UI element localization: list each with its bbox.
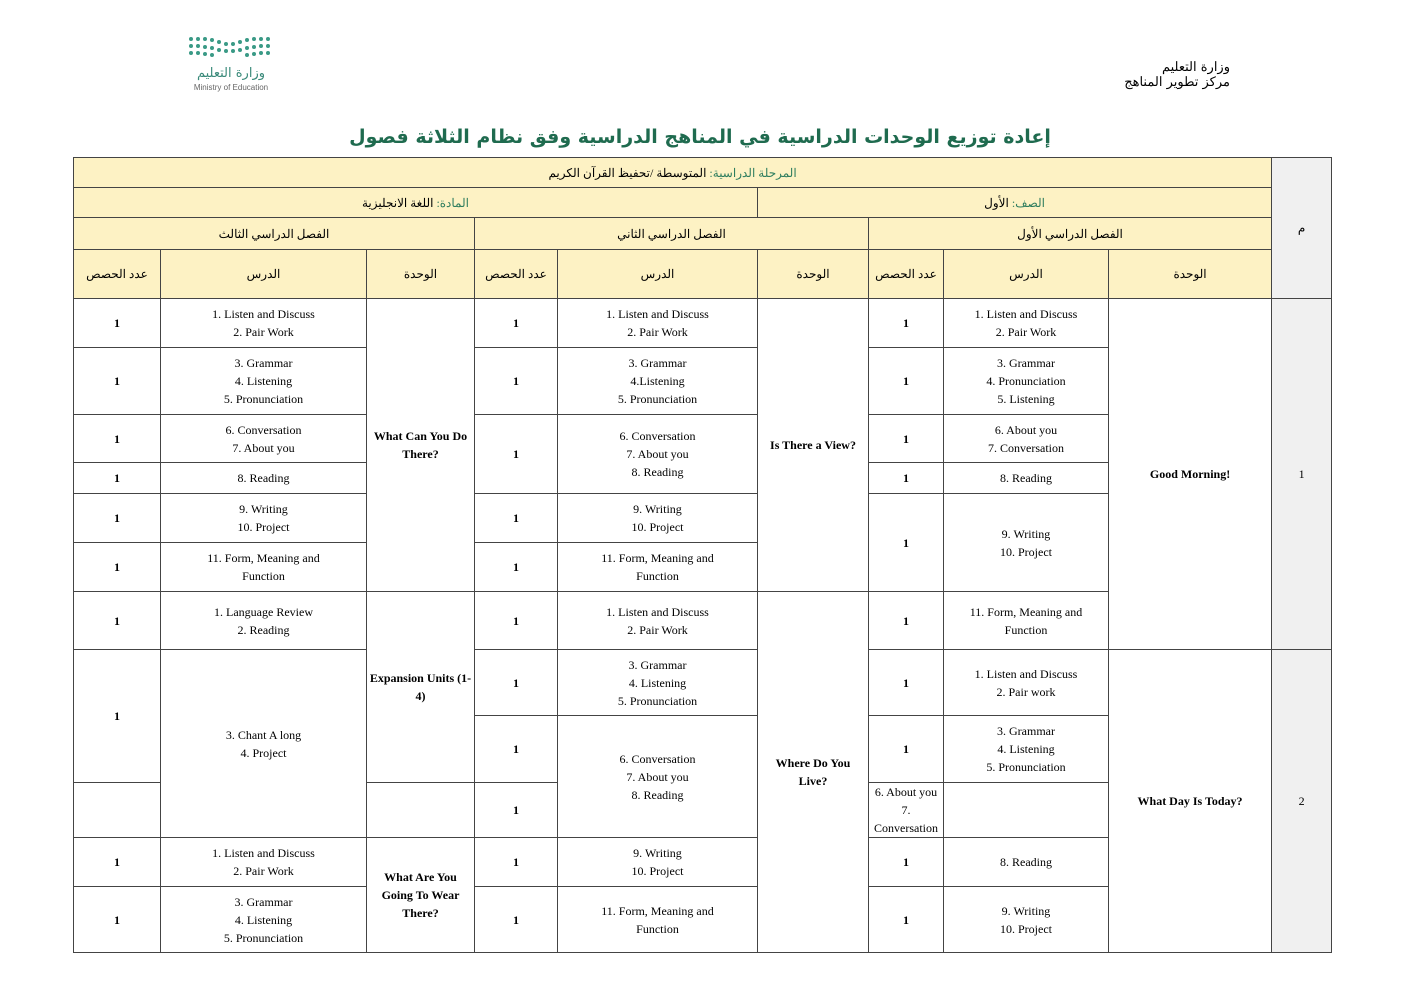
term1-periods-cell: 1 xyxy=(869,494,944,592)
term1-lesson-header: الدرس xyxy=(944,250,1109,299)
term1-lesson-cell: 9. Writing 10. Project xyxy=(944,494,1109,592)
term3-lesson-cell: 3. Chant A long 4. Project xyxy=(161,650,367,838)
term3-lesson-cell: 8. Reading xyxy=(161,463,367,494)
ministry-logo xyxy=(186,34,276,100)
term3-periods-cell: 1 xyxy=(74,299,161,348)
term1-unit-header: الوحدة xyxy=(1109,250,1272,299)
term1-periods-header: عدد الحصص xyxy=(869,250,944,299)
term1-unit-cell: What Day Is Today? xyxy=(1109,650,1272,953)
term1-lesson-cell: 8. Reading xyxy=(944,463,1109,494)
m-cell: 2 xyxy=(1272,650,1332,953)
term2-periods-header: عدد الحصص xyxy=(475,250,558,299)
term2-lesson-cell: 11. Form, Meaning and Function xyxy=(558,543,758,592)
term2-periods-cell: 1 xyxy=(475,543,558,592)
term1-periods-cell: 1 xyxy=(869,299,944,348)
term2-lesson-cell: 1. Listen and Discuss 2. Pair Work xyxy=(558,299,758,348)
term2-periods-cell: 1 xyxy=(475,887,558,953)
term3-periods-cell xyxy=(74,783,161,838)
term1-periods-cell: 1 xyxy=(869,348,944,415)
term3-unit-cell: Expansion Units (1-4) xyxy=(367,592,475,783)
term3-lesson-cell: 1. Language Review 2. Reading xyxy=(161,592,367,650)
term2-header: الفصل الدراسي الثاني xyxy=(475,218,869,250)
term1-periods-cell: 1 xyxy=(869,650,944,716)
term3-lesson-cell: 9. Writing 10. Project xyxy=(161,494,367,543)
term1-lesson-cell: 6. About you 7. Conversation xyxy=(944,415,1109,463)
term2-lesson-cell: 11. Form, Meaning and Function xyxy=(558,887,758,953)
grade-value: الأول xyxy=(984,195,1012,210)
term2-lesson-header: الدرس xyxy=(558,250,758,299)
term1-lesson-cell: 3. Grammar 4. Pronunciation 5. Listening xyxy=(944,348,1109,415)
term3-header: الفصل الدراسي الثالث xyxy=(74,218,475,250)
term1-lesson-cell: 6. About you 7. Conversation xyxy=(869,783,944,838)
term1-unit-cell: Good Morning! xyxy=(1109,299,1272,650)
term1-periods-cell: 1 xyxy=(869,887,944,953)
term1-lesson-cell: 8. Reading xyxy=(944,838,1109,887)
term2-periods-cell: 1 xyxy=(475,348,558,415)
term2-unit-cell: Is There a View? xyxy=(758,299,869,592)
term3-lesson-cell: 11. Form, Meaning and Function xyxy=(161,543,367,592)
curriculum-center: مركز تطوير المناهج xyxy=(1124,75,1230,90)
ministry-name: وزارة التعليم xyxy=(1161,60,1230,75)
subject-label: المادة: xyxy=(436,195,469,210)
term3-periods-cell: 1 xyxy=(74,592,161,650)
term2-lesson-cell: 6. Conversation 7. About you 8. Reading xyxy=(558,415,758,494)
term3-periods-cell: 1 xyxy=(74,887,161,953)
term2-lesson-cell: 9. Writing 10. Project xyxy=(558,838,758,887)
logo-dots-icon xyxy=(186,34,272,60)
grade-label: الصف: xyxy=(1011,195,1045,210)
stage-row xyxy=(74,158,1272,188)
term3-periods-header: عدد الحصص xyxy=(74,250,161,299)
term1-periods-cell: 1 xyxy=(869,838,944,887)
term1-lesson-cell: 3. Grammar 4. Listening 5. Pronunciation xyxy=(944,716,1109,783)
subject-cell xyxy=(74,188,758,218)
term1-lesson-cell: 9. Writing 10. Project xyxy=(944,887,1109,953)
term1-lesson-cell: 11. Form, Meaning and Function xyxy=(944,592,1109,650)
term2-lesson-cell: 3. Grammar 4.Listening 5. Pronunciation xyxy=(558,348,758,415)
term2-periods-cell: 1 xyxy=(475,650,558,716)
subject-value: اللغة الانجليزية xyxy=(362,195,437,210)
m-cell: 1 xyxy=(1272,299,1332,650)
distribution-table xyxy=(73,157,1332,953)
term1-lesson-cell: 1. Listen and Discuss 2. Pair work xyxy=(944,650,1109,716)
term1-periods-cell: 1 xyxy=(869,415,944,463)
term2-periods-cell: 1 xyxy=(475,838,558,887)
page-title: إعادة توزيع الوحدات الدراسية في المناهج الدراسية وفق نظام الثلاثة فصول xyxy=(349,126,1051,148)
term2-periods-cell: 1 xyxy=(475,716,558,783)
term2-periods-cell: 1 xyxy=(475,592,558,650)
term2-periods-cell: 1 xyxy=(475,299,558,348)
stage-label: المرحلة الدراسية: xyxy=(709,165,797,180)
term1-lesson-cell: 1. Listen and Discuss 2. Pair Work xyxy=(944,299,1109,348)
term2-lesson-cell: 9. Writing 10. Project xyxy=(558,494,758,543)
term2-lesson-cell: 1. Listen and Discuss 2. Pair Work xyxy=(558,592,758,650)
term3-periods-cell: 1 xyxy=(74,650,161,783)
ministry-block xyxy=(1060,60,1230,90)
term3-lesson-cell: 6. Conversation 7. About you xyxy=(161,415,367,463)
term1-periods-cell: 1 xyxy=(869,716,944,783)
term3-periods-cell: 1 xyxy=(74,838,161,887)
term3-lesson-cell: 3. Grammar 4. Listening 5. Pronunciation xyxy=(161,887,367,953)
term3-lesson-cell: 1. Listen and Discuss 2. Pair Work xyxy=(161,299,367,348)
term2-lesson-cell: 3. Grammar 4. Listening 5. Pronunciation xyxy=(558,650,758,716)
stage-value: المتوسطة /تحفيظ القرآن الكريم xyxy=(548,165,710,180)
logo-arabic-text: وزارة التعليم xyxy=(196,66,266,81)
term3-periods-cell: 1 xyxy=(74,463,161,494)
term2-lesson-cell: 6. Conversation 7. About you 8. Reading xyxy=(558,716,758,838)
term3-periods-cell: 1 xyxy=(74,348,161,415)
term2-unit-cell: Where Do You Live? xyxy=(758,592,869,953)
term3-lesson-cell: 3. Grammar 4. Listening 5. Pronunciation xyxy=(161,348,367,415)
term3-unit-header: الوحدة xyxy=(367,250,475,299)
term2-unit-header: الوحدة xyxy=(758,250,869,299)
term3-periods-cell: 1 xyxy=(74,543,161,592)
term3-periods-cell: 1 xyxy=(74,494,161,543)
term1-periods-cell: 1 xyxy=(869,463,944,494)
term2-periods-cell xyxy=(367,783,475,838)
term1-periods-cell: 1 xyxy=(869,592,944,650)
term1-header: الفصل الدراسي الأول xyxy=(869,218,1272,250)
grade-cell xyxy=(758,188,1272,218)
term3-unit-cell: What Can You Do There? xyxy=(367,299,475,592)
term3-unit-cell: What Are You Going To Wear There? xyxy=(367,838,475,953)
term2-periods-cell: 1 xyxy=(475,415,558,494)
term3-lesson-cell: 1. Listen and Discuss 2. Pair Work xyxy=(161,838,367,887)
term3-periods-cell: 1 xyxy=(74,415,161,463)
logo-english-text: Ministry of Education xyxy=(193,83,269,92)
m-column-header: م xyxy=(1272,158,1332,299)
term1-periods-cell: 1 xyxy=(475,783,558,838)
term3-lesson-header: الدرس xyxy=(161,250,367,299)
term2-periods-cell: 1 xyxy=(475,494,558,543)
